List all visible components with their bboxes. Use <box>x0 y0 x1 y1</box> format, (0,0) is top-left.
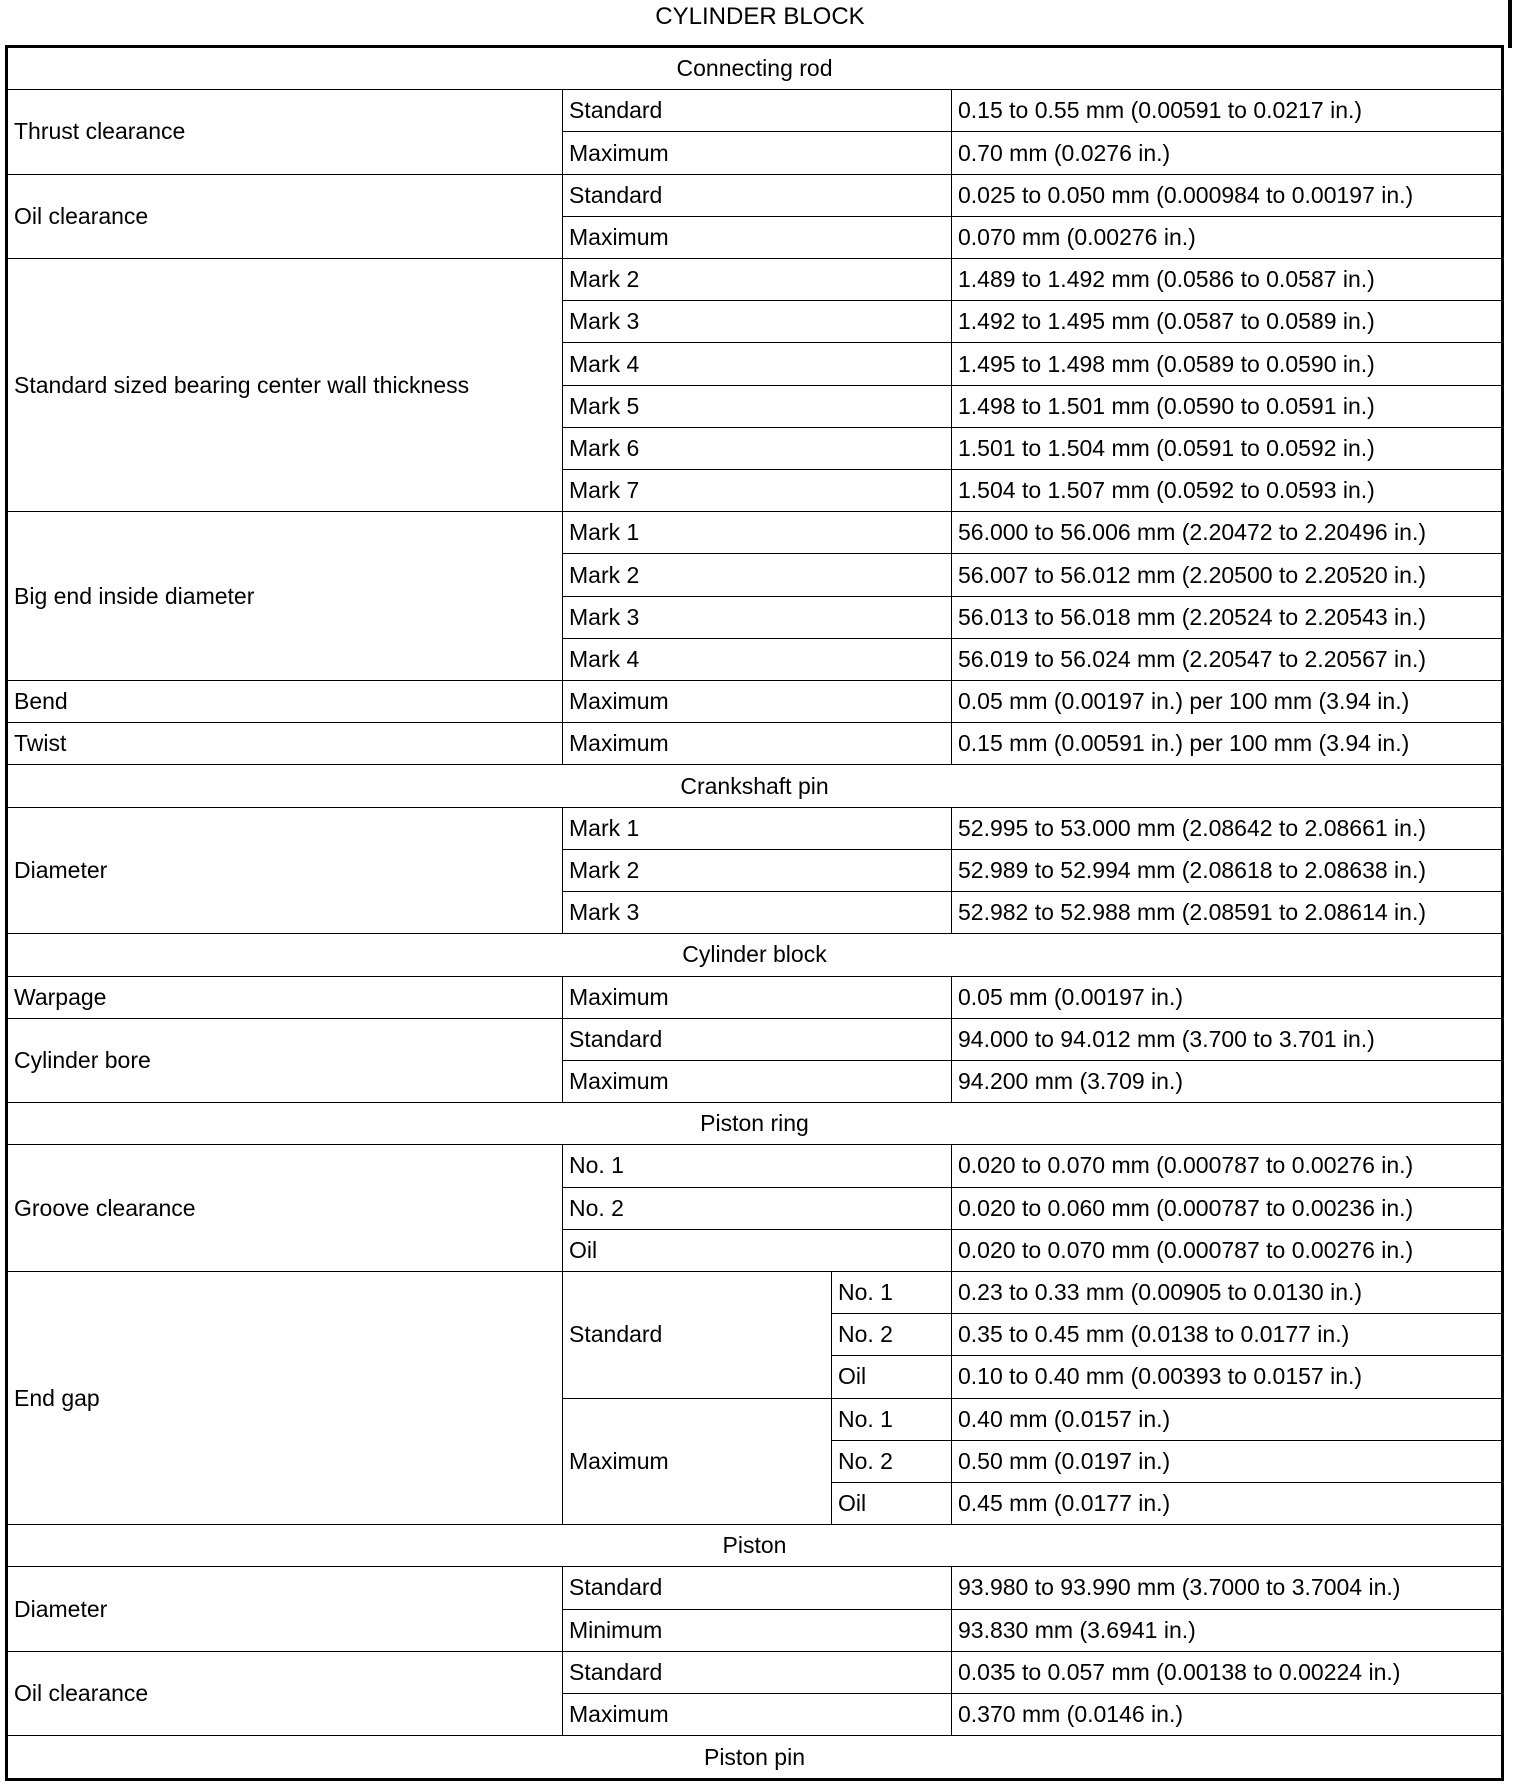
item-label: Warpage <box>7 976 563 1018</box>
condition-cell: Minimum <box>563 1609 952 1651</box>
table-row <box>7 976 1503 1018</box>
section-heading: Cylinder block <box>7 934 1503 976</box>
ring-cell: No. 2 <box>832 1314 952 1356</box>
condition-cell: Mark 3 <box>563 892 952 934</box>
table-row <box>7 1018 1503 1060</box>
value-cell: 0.020 to 0.070 mm (0.000787 to 0.00276 in.) <box>952 1229 1503 1271</box>
condition-cell: Mark 1 <box>563 807 952 849</box>
condition-cell: Mark 2 <box>563 554 952 596</box>
table-row <box>7 1145 1503 1187</box>
value-cell: 94.200 mm (3.709 in.) <box>952 1060 1503 1102</box>
condition-cell: Mark 2 <box>563 849 952 891</box>
table-row <box>7 681 1503 723</box>
item-label: Oil clearance <box>7 174 563 258</box>
table-row <box>7 723 1503 765</box>
value-cell: 0.15 mm (0.00591 in.) per 100 mm (3.94 in.) <box>952 723 1503 765</box>
condition-cell: Mark 3 <box>563 596 952 638</box>
value-cell: 0.23 to 0.33 mm (0.00905 to 0.0130 in.) <box>952 1271 1503 1313</box>
page-title: CYLINDER BLOCK <box>655 3 865 30</box>
item-label: Thrust clearance <box>7 90 563 174</box>
value-cell: 1.504 to 1.507 mm (0.0592 to 0.0593 in.) <box>952 470 1503 512</box>
value-cell: 1.501 to 1.504 mm (0.0591 to 0.0592 in.) <box>952 427 1503 469</box>
condition-cell: No. 2 <box>563 1187 952 1229</box>
value-cell: 0.025 to 0.050 mm (0.000984 to 0.00197 in.) <box>952 174 1503 216</box>
item-label: Diameter <box>7 1567 563 1651</box>
value-cell: 0.10 to 0.40 mm (0.00393 to 0.0157 in.) <box>952 1356 1503 1398</box>
item-label: Cylinder bore <box>7 1018 563 1102</box>
section-header-row <box>7 934 1503 976</box>
value-cell: 56.019 to 56.024 mm (2.20547 to 2.20567 in.) <box>952 638 1503 680</box>
ring-cell: Oil <box>832 1482 952 1524</box>
table-row <box>7 1651 1503 1693</box>
item-label: Groove clearance <box>7 1145 563 1272</box>
value-cell: 0.05 mm (0.00197 in.) <box>952 976 1503 1018</box>
value-cell: 1.489 to 1.492 mm (0.0586 to 0.0587 in.) <box>952 259 1503 301</box>
value-cell: 52.989 to 52.994 mm (2.08618 to 2.08638 in.) <box>952 849 1503 891</box>
section-header-row <box>7 765 1503 807</box>
table-row <box>7 1271 1503 1313</box>
section-heading: Piston ring <box>7 1103 1503 1145</box>
value-cell: 0.40 mm (0.0157 in.) <box>952 1398 1503 1440</box>
value-cell: 93.980 to 93.990 mm (3.7000 to 3.7004 in.) <box>952 1567 1503 1609</box>
table-row <box>7 259 1503 301</box>
condition-cell: Maximum <box>563 1693 952 1735</box>
value-cell: 0.35 to 0.45 mm (0.0138 to 0.0177 in.) <box>952 1314 1503 1356</box>
value-cell: 0.50 mm (0.0197 in.) <box>952 1440 1503 1482</box>
condition-cell: Mark 4 <box>563 343 952 385</box>
item-label: Standard sized bearing center wall thickness <box>7 259 563 512</box>
condition-cell: Maximum <box>563 1060 952 1102</box>
table-row <box>7 174 1503 216</box>
condition-cell: Maximum <box>563 1398 832 1525</box>
value-cell: 56.007 to 56.012 mm (2.20500 to 2.20520 in.) <box>952 554 1503 596</box>
value-cell: 52.982 to 52.988 mm (2.08591 to 2.08614 in.) <box>952 892 1503 934</box>
condition-cell: Oil <box>563 1229 952 1271</box>
table-row <box>7 512 1503 554</box>
value-cell: 94.000 to 94.012 mm (3.700 to 3.701 in.) <box>952 1018 1503 1060</box>
section-header-row <box>7 1103 1503 1145</box>
table-row <box>7 1567 1503 1609</box>
condition-cell: Standard <box>563 90 952 132</box>
value-cell: 0.020 to 0.070 mm (0.000787 to 0.00276 in.) <box>952 1145 1503 1187</box>
condition-cell: Mark 7 <box>563 470 952 512</box>
condition-cell: Maximum <box>563 216 952 258</box>
ring-cell: Oil <box>832 1356 952 1398</box>
condition-cell: Maximum <box>563 976 952 1018</box>
condition-cell: Standard <box>563 1271 832 1398</box>
item-label: Bend <box>7 681 563 723</box>
condition-cell: Maximum <box>563 132 952 174</box>
condition-cell: Standard <box>563 1567 952 1609</box>
item-label: Diameter <box>7 807 563 934</box>
value-cell: 0.370 mm (0.0146 in.) <box>952 1693 1503 1735</box>
section-header-row <box>7 47 1503 90</box>
value-cell: 0.070 mm (0.00276 in.) <box>952 216 1503 258</box>
item-label: Oil clearance <box>7 1651 563 1735</box>
right-edge-rule <box>1508 0 1512 48</box>
condition-cell: Mark 6 <box>563 427 952 469</box>
condition-cell: No. 1 <box>563 1145 952 1187</box>
value-cell: 0.45 mm (0.0177 in.) <box>952 1482 1503 1524</box>
condition-cell: Maximum <box>563 681 952 723</box>
value-cell: 1.492 to 1.495 mm (0.0587 to 0.0589 in.) <box>952 301 1503 343</box>
spec-table <box>5 45 1504 1781</box>
condition-cell: Mark 2 <box>563 259 952 301</box>
section-heading: Connecting rod <box>7 47 1503 90</box>
value-cell: 0.035 to 0.057 mm (0.00138 to 0.00224 in.) <box>952 1651 1503 1693</box>
condition-cell: Standard <box>563 1651 952 1693</box>
value-cell: 52.995 to 53.000 mm (2.08642 to 2.08661 in.) <box>952 807 1503 849</box>
item-label: Big end inside diameter <box>7 512 563 681</box>
value-cell: 0.05 mm (0.00197 in.) per 100 mm (3.94 in.) <box>952 681 1503 723</box>
item-label: End gap <box>7 1271 563 1524</box>
section-header-row <box>7 1525 1503 1567</box>
condition-cell: Mark 4 <box>563 638 952 680</box>
ring-cell: No. 1 <box>832 1398 952 1440</box>
condition-cell: Standard <box>563 174 952 216</box>
value-cell: 1.495 to 1.498 mm (0.0589 to 0.0590 in.) <box>952 343 1503 385</box>
ring-cell: No. 1 <box>832 1271 952 1313</box>
value-cell: 0.70 mm (0.0276 in.) <box>952 132 1503 174</box>
condition-cell: Standard <box>563 1018 952 1060</box>
table-row <box>7 807 1503 849</box>
value-cell: 0.020 to 0.060 mm (0.000787 to 0.00236 in.) <box>952 1187 1503 1229</box>
condition-cell: Mark 5 <box>563 385 952 427</box>
ring-cell: No. 2 <box>832 1440 952 1482</box>
section-header-row <box>7 1736 1503 1780</box>
value-cell: 93.830 mm (3.6941 in.) <box>952 1609 1503 1651</box>
section-heading: Piston <box>7 1525 1503 1567</box>
condition-cell: Mark 3 <box>563 301 952 343</box>
value-cell: 1.498 to 1.501 mm (0.0590 to 0.0591 in.) <box>952 385 1503 427</box>
item-label: Twist <box>7 723 563 765</box>
section-heading: Crankshaft pin <box>7 765 1503 807</box>
value-cell: 56.000 to 56.006 mm (2.20472 to 2.20496 in.) <box>952 512 1503 554</box>
section-heading: Piston pin <box>7 1736 1503 1780</box>
condition-cell: Maximum <box>563 723 952 765</box>
value-cell: 0.15 to 0.55 mm (0.00591 to 0.0217 in.) <box>952 90 1503 132</box>
condition-cell: Mark 1 <box>563 512 952 554</box>
value-cell: 56.013 to 56.018 mm (2.20524 to 2.20543 in.) <box>952 596 1503 638</box>
table-row <box>7 90 1503 132</box>
